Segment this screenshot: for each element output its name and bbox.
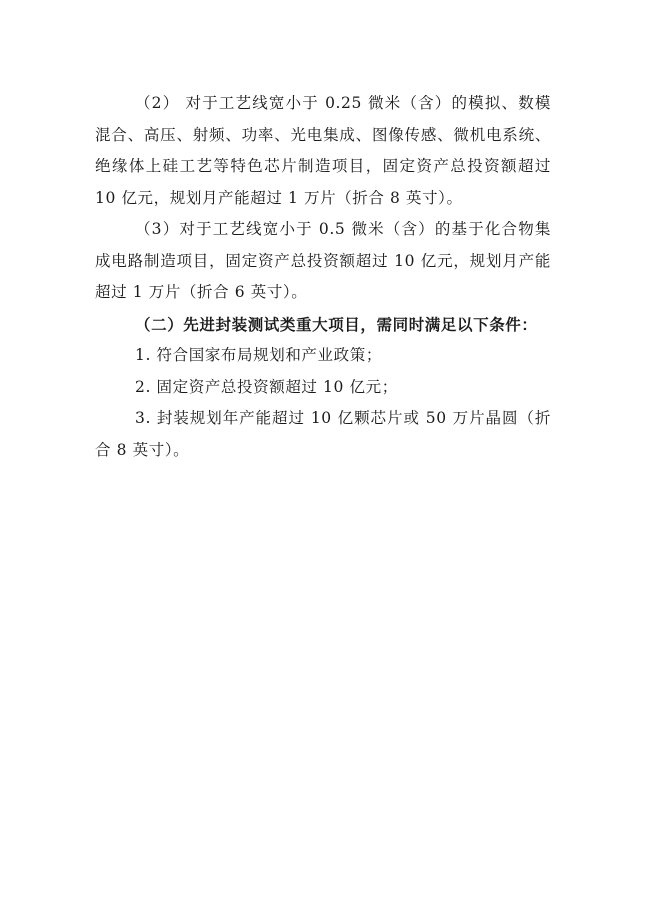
section-heading-advanced-packaging: （二）先进封装测试类重大项目，需同时满足以下条件： [135,314,538,334]
paragraph-item-2: （2） 对于工艺线宽小于 0.25 微米（含）的模拟、数模混合、高压、射频、功率、光电集成、图像传感、微机电系统、绝缘体上硅工艺等特色芯片制造项目，固定资产总投资额超过 10 亿元，规划月产能超过 1 万片（折合 8 英寸）。 [95,94,551,207]
condition-1: 1. 符合国家布局规划和产业政策； [135,346,382,364]
document-body [95,88,551,466]
condition-2: 2. 固定资产总投资额超过 10 亿元； [135,377,398,396]
paragraph-item-3: （3）对于工艺线宽小于 0.5 微米（含）的基于化合物集成电路制造项目，固定资产总投资额超过 10 亿元，规划月产能超过 1 万片（折合 6 英寸）。 [95,220,551,301]
condition-3: 3. 封装规划年产能超过 10 亿颗芯片或 50 万片晶圆（折合 8 英寸）。 [95,409,551,459]
